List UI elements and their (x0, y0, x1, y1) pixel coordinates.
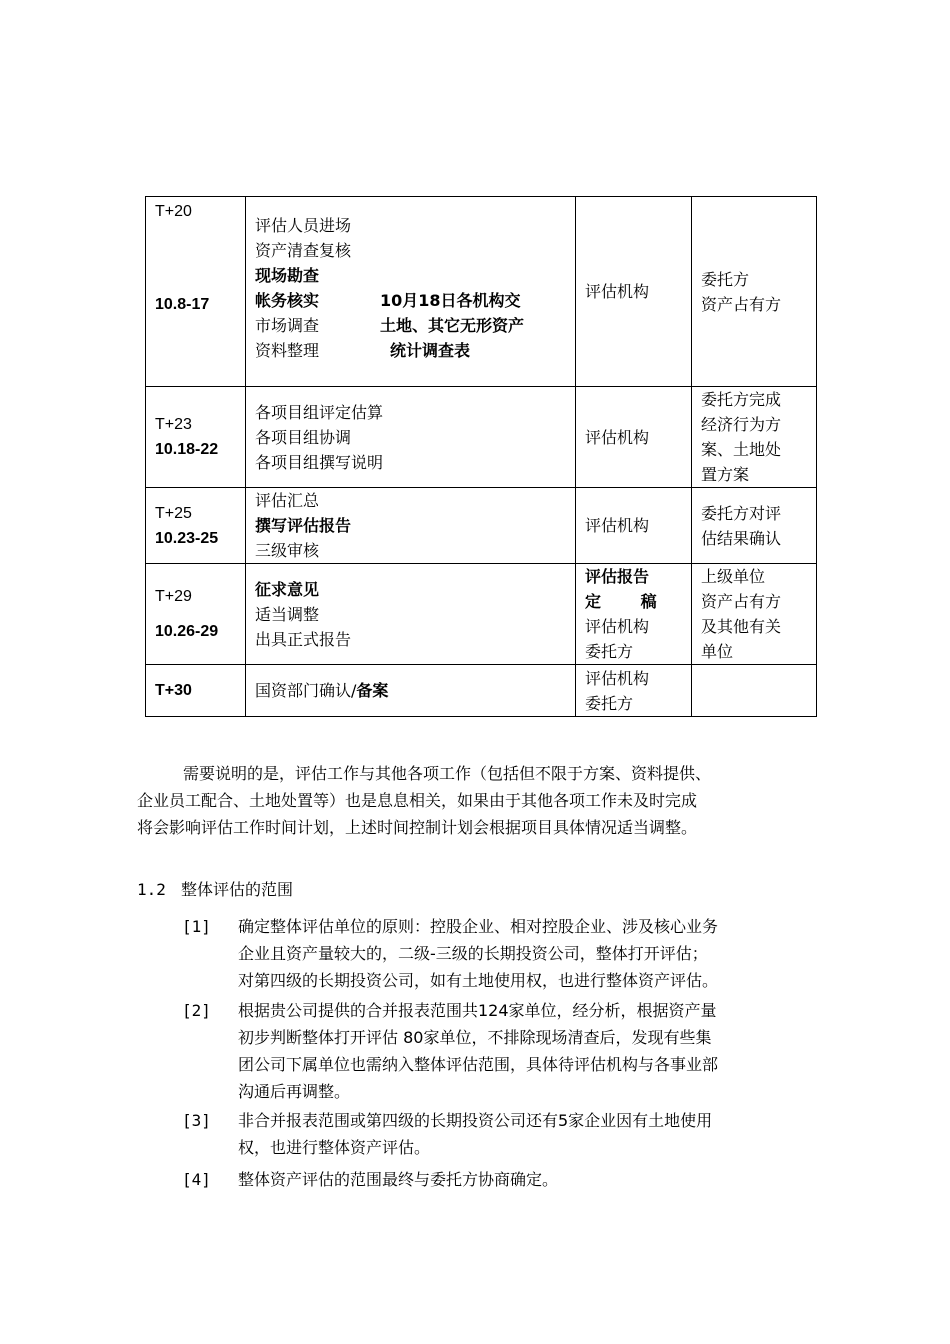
note-paragraph (137, 760, 817, 841)
table-row (146, 387, 817, 488)
item-marker: [4] (182, 1170, 211, 1189)
task-line: 适当调整 (255, 604, 320, 624)
section-number: 1.2 (137, 880, 166, 899)
cooperate-line: 委托方 (701, 270, 750, 289)
paragraph-line: 将会影响评估工作时间计划，上述时间控制计划会根据项目具体情况适当调整。 (137, 818, 698, 837)
task-line: 撰写评估报告 (255, 516, 352, 535)
cooperate-cell (692, 197, 817, 387)
item-line: 权，也进行整体资产评估。 (238, 1138, 431, 1157)
task-cell (246, 387, 576, 488)
cooperate-line: 单位 (701, 642, 734, 661)
task-note: 10月18日各机构交 (380, 290, 521, 310)
time-code: T+20 (155, 203, 192, 220)
list-item (182, 997, 822, 1105)
item-marker: [3] (182, 1111, 211, 1130)
task-line: 评估人员进场 (255, 215, 352, 235)
item-line: 根据贵公司提供的合并报表范围共124家单位，经分析，根据资产量 (238, 1001, 717, 1020)
section-heading (137, 877, 293, 903)
item-line: 沟通后再调整。 (238, 1082, 351, 1101)
item-line: 整体资产评估的范围最终与委托方协商确定。 (238, 1170, 559, 1189)
responsible-cell (576, 197, 692, 387)
item-line: 企业且资产量较大的，二级-三级的长期投资公司，整体打开评估； (238, 944, 708, 963)
responsible-line: 评估报告 (585, 567, 650, 586)
cooperate-line: 上级单位 (701, 567, 766, 586)
item-line: 非合并报表范围或第四级的长期投资公司还有5家企业因有土地使用 (238, 1111, 713, 1130)
task-note: 统计调查表 (390, 340, 471, 360)
date-range: 10.23-25 (155, 529, 219, 547)
time-cell (146, 387, 246, 488)
time-code: T+29 (155, 588, 192, 605)
responsible-cell (576, 488, 692, 564)
responsible-cell (576, 387, 692, 488)
list-item (182, 913, 822, 994)
section-title: 整体评估的范围 (181, 880, 294, 899)
cooperate-line: 及其他有关 (701, 617, 782, 636)
cooperate-line: 案、土地处 (701, 440, 782, 459)
time-cell (146, 564, 246, 665)
cooperate-cell (692, 488, 817, 564)
task-cell (246, 488, 576, 564)
table-row (146, 197, 817, 387)
responsible-line: 评估机构 (585, 617, 650, 636)
item-line: 确定整体评估单位的原则：控股企业、相对控股企业、涉及核心业务 (238, 917, 719, 936)
task-line: 征求意见 (255, 579, 320, 599)
task-line: 三级审核 (255, 541, 320, 560)
date-range: 10.26-29 (155, 623, 219, 640)
task-line: 各项目组撰写说明 (255, 452, 384, 472)
responsible-line: 评估机构 (585, 668, 650, 688)
time-code: T+23 (155, 416, 192, 433)
time-cell (146, 665, 246, 717)
cooperate-line: 委托方完成 (701, 390, 782, 409)
task-line: 市场调查 (255, 315, 320, 335)
task-line: 资料整理 (255, 340, 320, 360)
cooperate-cell (692, 665, 817, 717)
date-range: 10.8-17 (155, 296, 210, 313)
cooperate-line: 估结果确认 (701, 528, 782, 548)
table-row (146, 488, 817, 564)
task-cell (246, 197, 576, 387)
list-item (182, 1166, 822, 1193)
item-line: 初步判断整体打开评估 80家单位，不排除现场清查后，发现有些集 (238, 1028, 712, 1047)
list-item (182, 1107, 822, 1161)
task-cell (246, 564, 576, 665)
cooperate-line: 委托方对评 (701, 503, 782, 523)
paragraph-line: 企业员工配合、土地处置等）也是息息相关，如果由于其他各项工作未及时完成 (137, 791, 698, 810)
task-line: 各项目组协调 (255, 427, 352, 447)
cooperate-line: 资产占有方 (701, 592, 782, 611)
task-line: 各项目组评定估算 (255, 402, 384, 422)
time-code: T+25 (155, 504, 192, 522)
paragraph-line: 需要说明的是，评估工作与其他各项工作（包括但不限于方案、资料提供、 (183, 764, 712, 783)
responsible-line: 定 稿 (585, 592, 657, 611)
responsible-cell (576, 665, 692, 717)
responsible-line: 评估机构 (585, 282, 650, 301)
time-code: T+30 (155, 682, 192, 699)
table-row (146, 564, 817, 665)
item-line: 团公司下属单位也需纳入整体评估范围，具体待评估机构与各事业部 (238, 1055, 719, 1074)
task-line: 现场勘查 (255, 265, 320, 285)
item-marker: [2] (182, 1001, 211, 1020)
responsible-line: 评估机构 (585, 427, 650, 447)
cooperate-cell (692, 387, 817, 488)
cooperate-cell (692, 564, 817, 665)
responsible-line: 评估机构 (585, 516, 650, 535)
schedule-table (145, 196, 817, 717)
time-cell (146, 197, 246, 387)
responsible-line: 委托方 (585, 642, 634, 661)
date-range: 10.18-22 (155, 441, 219, 458)
responsible-cell (576, 564, 692, 665)
cooperate-line: 经济行为方 (701, 415, 782, 434)
task-line: 出具正式报告 (255, 629, 352, 649)
task-note: 土地、其它无形资产 (380, 315, 525, 335)
table-row (146, 665, 817, 717)
task-line-bold: 备案 (356, 681, 389, 700)
cooperate-line: 资产占有方 (701, 295, 782, 314)
task-line: 评估汇总 (255, 491, 320, 510)
task-cell (246, 665, 576, 717)
time-cell (146, 488, 246, 564)
item-marker: [1] (182, 917, 211, 936)
task-line: 国资部门确认/ (255, 681, 357, 700)
item-line: 对第四级的长期投资公司，如有土地使用权，也进行整体资产评估。 (238, 971, 719, 990)
task-line: 资产清查复核 (255, 240, 352, 260)
task-line: 帐务核实 (255, 290, 320, 310)
responsible-line: 委托方 (585, 693, 634, 713)
cooperate-line: 置方案 (701, 465, 750, 484)
